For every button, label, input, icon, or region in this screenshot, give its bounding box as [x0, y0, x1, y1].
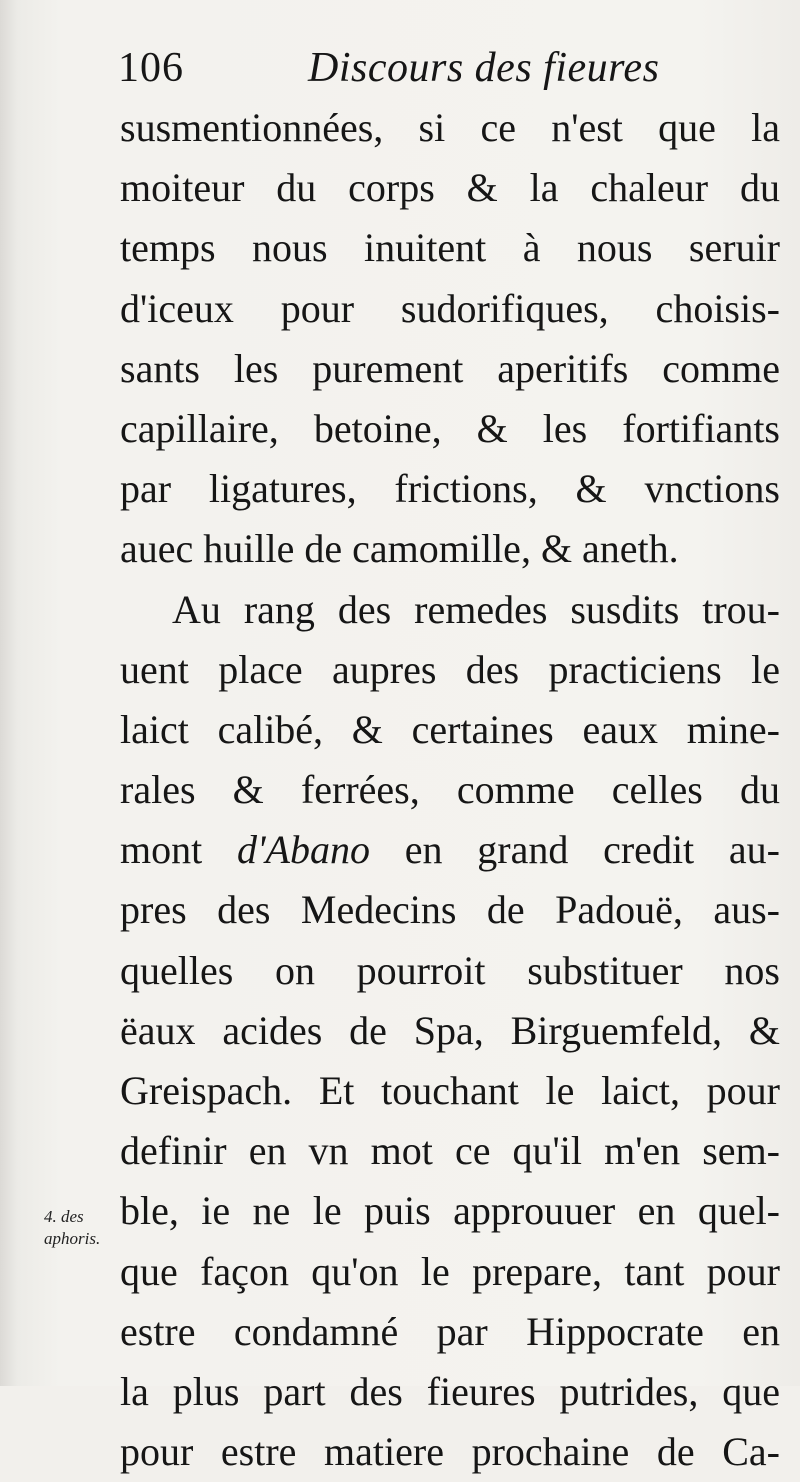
text-line: estre condamné par Hippocrate en [120, 1308, 780, 1354]
text-fragment: en grand credit au- [404, 827, 781, 873]
text-line: quelles on pourroit substituer nos [120, 947, 780, 993]
text-line: pour estre matiere prochaine de Ca- [120, 1429, 780, 1475]
text-line: d'iceux pour sudorifiques, choisis- [120, 285, 780, 331]
text-line: la plus part des fieures putrides, que [120, 1368, 780, 1414]
text-line: par ligatures, frictions, & vnctions [120, 466, 780, 512]
text-line: laict calibé, & certaines eaux mine- [120, 706, 780, 752]
text-line: moiteur du corps & la chaleur du [120, 165, 780, 211]
text-line: ble, ie ne le puis approuuer en quel- [120, 1188, 780, 1234]
text-line: uent place aupres des practiciens le [120, 646, 780, 692]
paragraph-start-line: Au rang des remedes susdits trou- [172, 586, 780, 632]
text-line: definir en vn mot ce qu'il m'en sem- [120, 1128, 780, 1174]
text-line: temps nous inuitent à nous seruir [120, 225, 780, 271]
text-line: rales & ferrées, comme celles du [120, 767, 780, 813]
text-line: que façon qu'on le prepare, tant pour [120, 1248, 780, 1294]
text-line: sants les purement aperitifs comme [120, 345, 780, 391]
text-line: pres des Medecins de Padouë, aus- [120, 887, 780, 933]
text-line: capillaire, betoine, & les fortifiants [120, 405, 780, 451]
text-fragment: mont [120, 827, 203, 873]
page-number: 106 [118, 45, 184, 91]
text-line: ëaux acides de Spa, Birguemfeld, & [120, 1007, 780, 1053]
margin-note-line: aphoris. [44, 1229, 101, 1248]
running-head: Discours des fieures [308, 45, 660, 91]
text-line: susmentionnées, si ce n'est que la [120, 105, 780, 150]
text-line: auec huille de camomille, & aneth. [120, 526, 679, 572]
margin-note-line: 4. des [44, 1207, 84, 1226]
margin-note [44, 1206, 124, 1250]
text-line: Greispach. Et touchant le laict, pour [120, 1068, 780, 1113]
text-line-mixed [120, 820, 780, 880]
page-header [118, 40, 758, 96]
body-text [120, 98, 780, 1482]
italic-place-name: d'Abano [237, 827, 370, 873]
